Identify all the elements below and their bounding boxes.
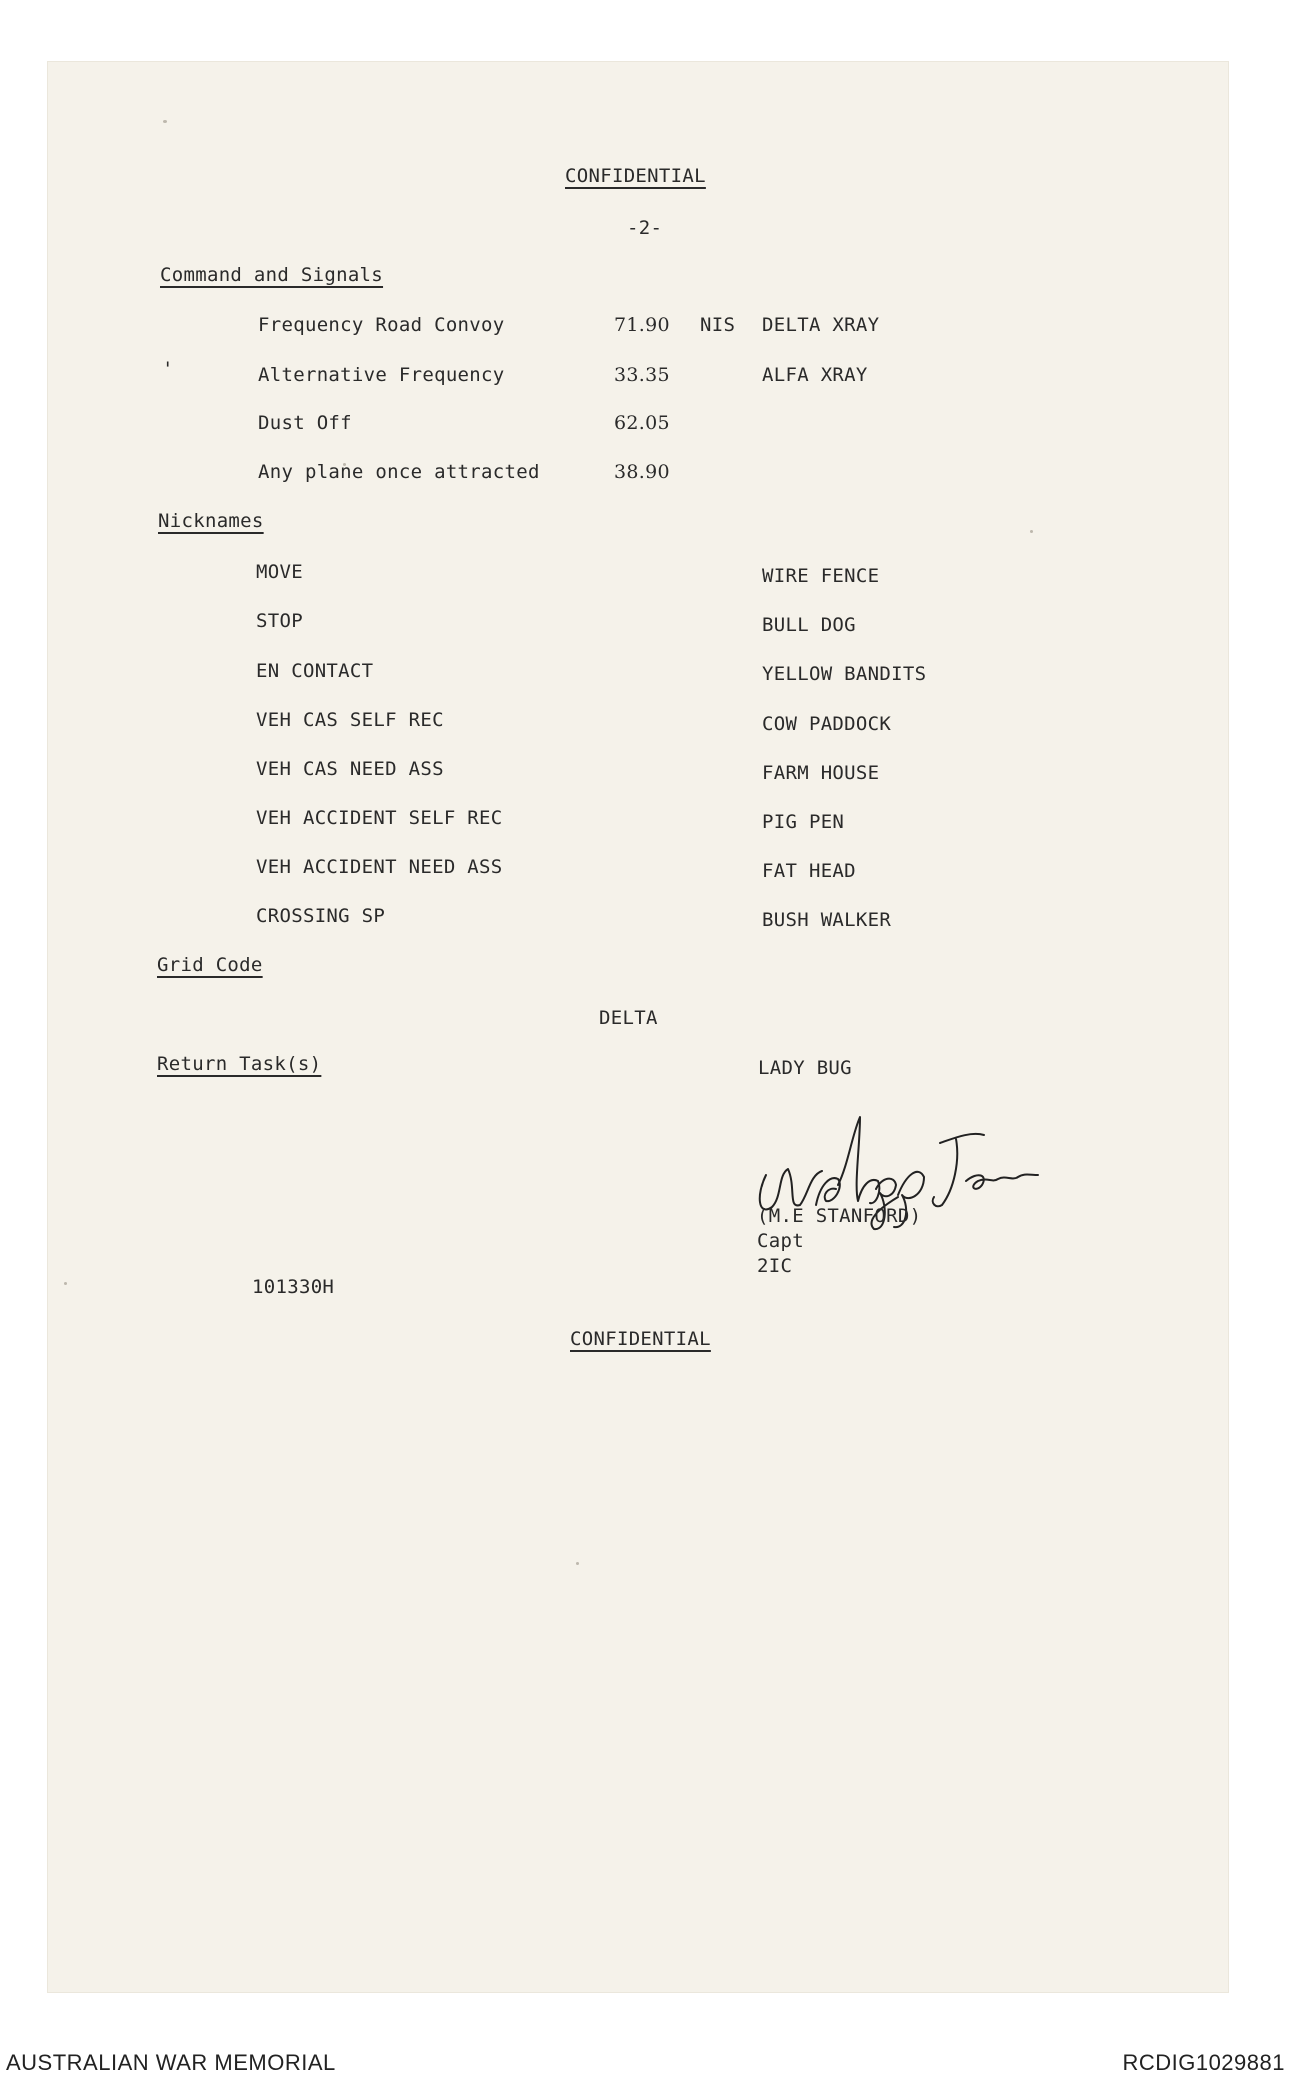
nickname-code: PIG PEN bbox=[762, 811, 845, 833]
archive-institution: AUSTRALIAN WAR MEMORIAL bbox=[6, 2050, 336, 2075]
nicknames-heading: Nicknames bbox=[158, 510, 264, 532]
nickname-term: EN CONTACT bbox=[256, 660, 374, 682]
signal-frequency: 38.90 bbox=[614, 461, 670, 483]
classification-header: CONFIDENTIAL bbox=[565, 165, 706, 187]
classification-footer: CONFIDENTIAL bbox=[570, 1328, 711, 1350]
return-tasks-heading: Return Task(s) bbox=[157, 1053, 322, 1075]
signal-callsign: ALFA XRAY bbox=[762, 364, 868, 386]
nickname-term: CROSSING SP bbox=[256, 905, 386, 927]
nickname-code: BULL DOG bbox=[762, 614, 856, 636]
date-time-group: 101330H bbox=[252, 1276, 335, 1298]
signal-label: Dust Off bbox=[258, 412, 352, 434]
nickname-term: VEH CAS SELF REC bbox=[256, 709, 444, 731]
paper-speck bbox=[1030, 530, 1033, 533]
paper-speck bbox=[163, 120, 167, 123]
signal-frequency: 71.90 bbox=[614, 314, 670, 336]
nickname-code: FARM HOUSE bbox=[762, 762, 880, 784]
signal-frequency: 33.35 bbox=[614, 364, 670, 386]
nickname-code: YELLOW BANDITS bbox=[762, 663, 927, 685]
nickname-code: COW PADDOCK bbox=[762, 713, 892, 735]
signatory-appointment: 2IC bbox=[757, 1255, 793, 1277]
nickname-code: WIRE FENCE bbox=[762, 565, 880, 587]
signatory-name: (M.E STANFORD) bbox=[757, 1205, 922, 1227]
nickname-code: FAT HEAD bbox=[762, 860, 856, 882]
paper-speck bbox=[576, 1562, 579, 1565]
command-signals-heading: Command and Signals bbox=[160, 264, 384, 286]
signal-mode: NIS bbox=[700, 314, 736, 336]
margin-mark: ' bbox=[162, 358, 174, 380]
nickname-term: STOP bbox=[256, 610, 303, 632]
signal-callsign: DELTA XRAY bbox=[762, 314, 880, 336]
nickname-term: VEH ACCIDENT NEED ASS bbox=[256, 856, 503, 878]
signal-label: Alternative Frequency bbox=[258, 364, 505, 386]
archive-id: RCDIG1029881 bbox=[1122, 2050, 1285, 2075]
nickname-term: MOVE bbox=[256, 561, 303, 583]
page-number: -2- bbox=[627, 217, 663, 239]
nickname-term: VEH CAS NEED ASS bbox=[256, 758, 444, 780]
grid-code-heading: Grid Code bbox=[157, 954, 263, 976]
signatory-rank: Capt bbox=[757, 1230, 804, 1252]
signal-label: Any plane once attracted bbox=[258, 461, 540, 483]
nickname-code: BUSH WALKER bbox=[762, 909, 892, 931]
signal-label: Frequency Road Convoy bbox=[258, 314, 505, 336]
paper-speck bbox=[64, 1282, 67, 1285]
return-tasks-value: LADY BUG bbox=[758, 1057, 852, 1079]
grid-code-value: DELTA bbox=[599, 1007, 658, 1029]
nickname-term: VEH ACCIDENT SELF REC bbox=[256, 807, 503, 829]
signal-frequency: 62.05 bbox=[614, 412, 670, 434]
